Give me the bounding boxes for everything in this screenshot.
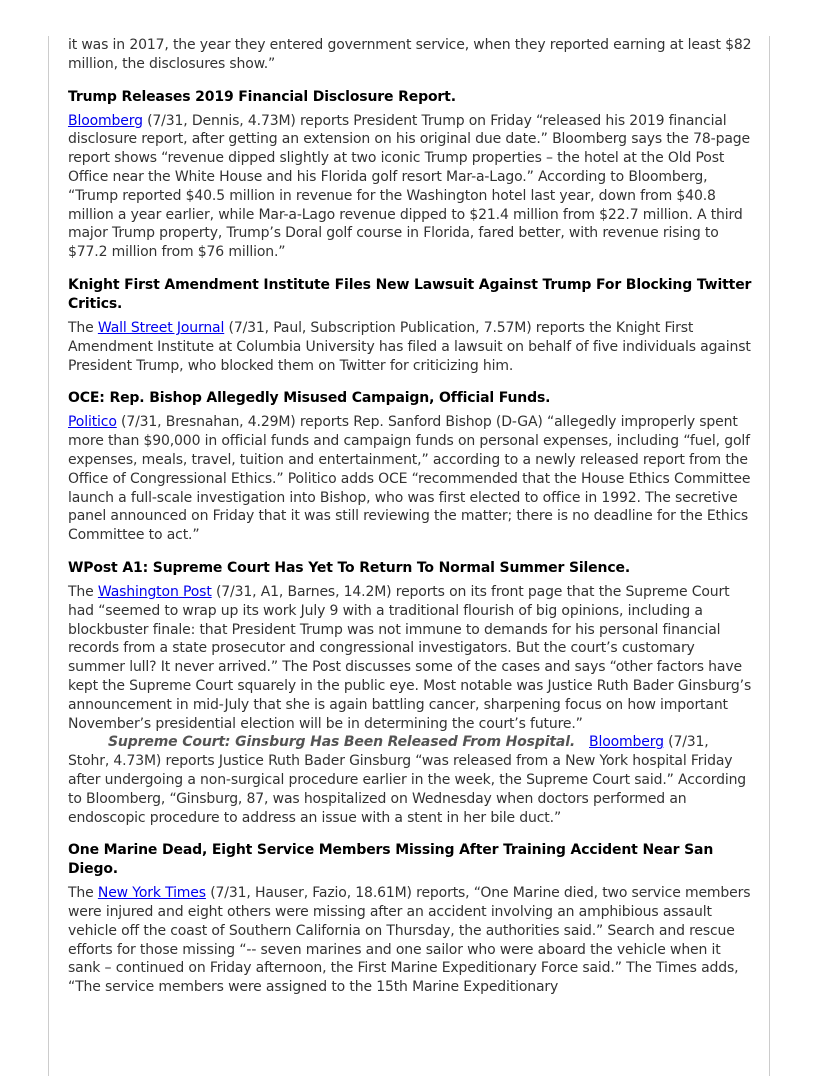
sub-article-ginsburg [68, 733, 752, 827]
article-body [68, 319, 752, 375]
article-body [68, 112, 752, 262]
article-headline: Knight First Amendment Institute Files New Lawsuit Against Trump For Blocking Twitter Critics. [68, 276, 752, 312]
article-headline: OCE: Rep. Bishop Allegedly Misused Campaign, Official Funds. [68, 390, 551, 407]
article-text: (7/31, A1, Barnes, 14.2M) reports on its front page that the Supreme Court had “seemed to wrap up its work July 9 with a traditional flourish of big opinions, including a blockbuster finale: that President Trump was not immune to demands for his personal financial records from a state prosecutor and congressional investigators. But the court’s customary summer lull? It never arrived.” The Post discusses some of the cases and says “other factors have kept the Supreme Court squarely in the public eye. Most notable was Justice Ruth Bader Ginsburg’s announcement in mid-July that she is again battling cancer, sharpening focus on how important November’s presidential election will be in determining the court’s future.” [68, 583, 752, 732]
article-text: (7/31, Paul, Subscription Publication, 7.57M) reports the Knight First Amendment Institute at Columbia University has filed a lawsuit on behalf of five individuals against President Trump, who blocked them on Twitter for criticizing him. [68, 319, 751, 374]
source-link[interactable]: Wall Street Journal [97, 319, 225, 336]
article-text: (7/31, Dennis, 4.73M) reports President Trump on Friday “released his 2019 financial disclosure report, after getting an extension on his original due date.” Bloomberg says the 78-page report shows “revenue dipped slightly at two iconic Trump properties – the hotel at the Old Post Office near the White House and his Florida golf resort Mar-a-Lago.” According to Bloomberg, “Trump reported $40.5 million in revenue for the Washington hotel last year, down from $40.8 million a year earlier, while Mar-a-Lago revenue dipped to $21.4 million from $22.7 million. A third major Trump property, Trump’s Doral golf course in Florida, fared better, with revenue rising to $77.2 million from $76 million.” [68, 112, 750, 261]
article-headline: WPost A1: Supreme Court Has Yet To Return To Normal Summer Silence. [68, 559, 631, 576]
article-prefix: The [68, 885, 98, 902]
article-knight-lawsuit [68, 276, 752, 375]
article-body [68, 884, 752, 997]
article-headline: Trump Releases 2019 Financial Disclosure Report. [68, 88, 456, 105]
article-body [68, 413, 752, 545]
article-prefix: The [68, 583, 98, 600]
source-link[interactable]: Bloomberg [68, 112, 143, 129]
source-link[interactable]: New York Times [97, 885, 206, 902]
source-link[interactable]: Washington Post [97, 583, 212, 600]
article-text: (7/31, Bresnahan, 4.29M) reports Rep. Sanford Bishop (D-GA) “allegedly improperly spent more than $90,000 in official funds and campaign funds on personal expenses, including “fuel, golf expenses, meals, travel, tuition and entertainment,” according to a newly released report from the Office of Congressional Ethics.” Politico adds OCE “recommended that the House Ethics Committee launch a full-scale investigation into Bishop, who was first elected to office in 1992. The secretive panel announced on Friday that it was still reviewing the matter; there is no deadline for the Ethics Committee to act.” [68, 414, 751, 544]
article-marine-accident [68, 841, 752, 997]
article-text: (7/31, Stohr, 4.73M) reports Justice Ruth Bader Ginsburg “was released from a New York hospital Friday after undergoing a non-surgical procedure earlier in the week, the Supreme Court said.” According to Bloomberg, “Ginsburg, 87, was hospitalized on Wednesday when doctors performed an endoscopic procedure to address an issue with a stent in her bile duct.” [68, 734, 747, 826]
article-body [68, 583, 752, 733]
article-oce-bishop [68, 389, 752, 545]
source-link[interactable]: Bloomberg [589, 734, 664, 751]
article-prefix: The [68, 319, 98, 336]
source-link[interactable]: Politico [68, 414, 117, 431]
news-document [68, 36, 752, 997]
sub-article-headline: Supreme Court: Ginsburg Has Been Released From Hospital. [108, 734, 576, 751]
article-text: (7/31, Hauser, Fazio, 18.61M) reports, “One Marine died, two service members were injured and eight others were missing after an accident involving an amphibious assault vehicle off the coast of Southern California on Thursday, the authorities said.” Search and rescue efforts for those missing “-- seven marines and one sailor who were aboard the vehicle when it sank – continued on Friday afternoon, the First Marine Expeditionary Force said.” The Times adds, “The service members were assigned to the 15th Marine Expeditionary [68, 885, 751, 996]
intro-paragraph: it was in 2017, the year they entered government service, when they reported earning at least $82 million, the disclosures show.” [68, 37, 752, 72]
article-supreme-court [68, 559, 752, 827]
article-trump-disclosure [68, 88, 752, 262]
article-headline: One Marine Dead, Eight Service Members Missing After Training Accident Near San Diego. [68, 842, 714, 878]
